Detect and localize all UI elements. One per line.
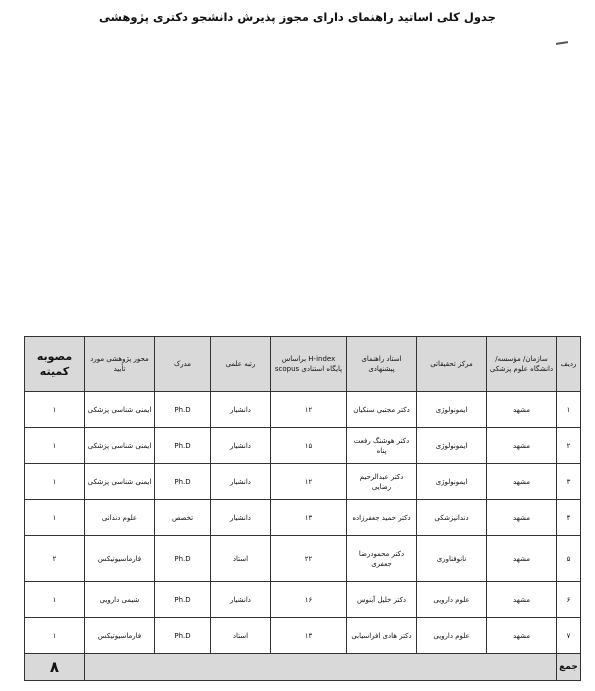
header-academic-rank: رتبه علمی xyxy=(211,337,271,392)
research-center-cell: نانوفناوری xyxy=(417,536,487,582)
rank-cell: دانشیار xyxy=(211,392,271,428)
rank-cell: دانشیار xyxy=(211,500,271,536)
header-degree: مدرک xyxy=(155,337,211,392)
rank-cell: دانشیار xyxy=(211,428,271,464)
row-number: ۷ xyxy=(557,618,581,654)
supervisor-cell: دکتر محمودرضا جعفری xyxy=(347,536,417,582)
research-axis-cell: ایمنی شناسی پزشکی xyxy=(85,428,155,464)
research-center-cell: دندانپزشکی xyxy=(417,500,487,536)
degree-cell: Ph.D xyxy=(155,464,211,500)
hindex-cell: ۱۵ xyxy=(271,428,347,464)
research-center-cell: ایمونولوژی xyxy=(417,392,487,428)
organization-cell: مشهد xyxy=(487,428,557,464)
row-number: ۴ xyxy=(557,500,581,536)
organization-cell: مشهد xyxy=(487,392,557,428)
total-row xyxy=(25,654,581,681)
hindex-cell: ۱۲ xyxy=(271,464,347,500)
degree-cell: تخصص xyxy=(155,500,211,536)
supervisor-cell: دکتر عبدالرحیم رضایی xyxy=(347,464,417,500)
approval-count-cell: ۱ xyxy=(25,464,85,500)
approval-count-cell: ۱ xyxy=(25,428,85,464)
research-axis-cell: فارماسیوتیکس xyxy=(85,536,155,582)
table-row xyxy=(25,500,581,536)
research-center-cell: ایمونولوژی xyxy=(417,464,487,500)
hindex-cell: ۱۳ xyxy=(271,618,347,654)
approval-count-cell: ۱ xyxy=(25,500,85,536)
total-spacer xyxy=(85,654,557,681)
header-supervisor: استاد راهنمای پیشنهادی xyxy=(347,337,417,392)
hindex-cell: ۱۳ xyxy=(271,500,347,536)
supervisor-cell: دکتر خلیل آبنوس xyxy=(347,582,417,618)
header-row-number: ردیف xyxy=(557,337,581,392)
degree-cell: Ph.D xyxy=(155,618,211,654)
supervisor-cell: دکتر هوشنگ رفعت پناه xyxy=(347,428,417,464)
degree-cell: Ph.D xyxy=(155,392,211,428)
degree-cell: Ph.D xyxy=(155,582,211,618)
research-axis-cell: علوم دندانی xyxy=(85,500,155,536)
table-row xyxy=(25,392,581,428)
approval-count-cell: ۱ xyxy=(25,618,85,654)
table-row xyxy=(25,464,581,500)
research-center-cell: ایمونولوژی xyxy=(417,428,487,464)
scan-mark xyxy=(556,41,568,45)
degree-cell: Ph.D xyxy=(155,536,211,582)
supervisor-cell: دکتر مجتبی سنکیان xyxy=(347,392,417,428)
research-axis-cell: ایمنی شناسی پزشکی xyxy=(85,464,155,500)
hindex-cell: ۲۲ xyxy=(271,536,347,582)
row-number: ۶ xyxy=(557,582,581,618)
table-row xyxy=(25,536,581,582)
row-number: ۱ xyxy=(557,392,581,428)
rank-cell: دانشیار xyxy=(211,582,271,618)
research-center-cell: علوم دارویی xyxy=(417,582,487,618)
row-number: ۲ xyxy=(557,428,581,464)
row-number: ۳ xyxy=(557,464,581,500)
organization-cell: مشهد xyxy=(487,582,557,618)
organization-cell: مشهد xyxy=(487,536,557,582)
table-row xyxy=(25,582,581,618)
header-research-center: مرکز تحقیقاتی xyxy=(417,337,487,392)
table-row xyxy=(25,428,581,464)
degree-cell: Ph.D xyxy=(155,428,211,464)
header-organization: سازمان/ مؤسسه/دانشگاه علوم پزشکی xyxy=(487,337,557,392)
research-axis-cell: ایمنی شناسی پزشکی xyxy=(85,392,155,428)
hindex-cell: ۱۶ xyxy=(271,582,347,618)
research-axis-cell: شیمی دارویی xyxy=(85,582,155,618)
total-label: جمع xyxy=(557,654,581,681)
approval-count-cell: ۱ xyxy=(25,582,85,618)
header-research-axis: محور پژوهشی مورد تأیید xyxy=(85,337,155,392)
table-row xyxy=(25,618,581,654)
supervisor-cell: دکتر حمید جعفرزاده xyxy=(347,500,417,536)
organization-cell: مشهد xyxy=(487,618,557,654)
hindex-cell: ۱۲ xyxy=(271,392,347,428)
page-title: جدول کلی اساتید راهنمای دارای مجوز پذیرش دانشجو دکتری پژوهشی xyxy=(99,10,496,24)
approval-count-cell: ۱ xyxy=(25,392,85,428)
organization-cell: مشهد xyxy=(487,464,557,500)
rank-cell: استاد xyxy=(211,618,271,654)
research-axis-cell: فارماسیوتیکس xyxy=(85,618,155,654)
row-number: ۵ xyxy=(557,536,581,582)
rank-cell: دانشیار xyxy=(211,464,271,500)
total-value: ۸ xyxy=(25,654,85,681)
research-center-cell: علوم دارویی xyxy=(417,618,487,654)
approval-count-cell: ۲ xyxy=(25,536,85,582)
organization-cell: مشهد xyxy=(487,500,557,536)
table-header-row xyxy=(25,337,581,392)
supervisor-cell: دکتر هادی افراسیابی xyxy=(347,618,417,654)
advisors-table xyxy=(24,336,581,681)
rank-cell: استاد xyxy=(211,536,271,582)
header-committee-approval: مصوبه کمیته xyxy=(25,337,85,392)
header-hindex: H-index براساس پایگاه استنادی scopus xyxy=(271,337,347,392)
